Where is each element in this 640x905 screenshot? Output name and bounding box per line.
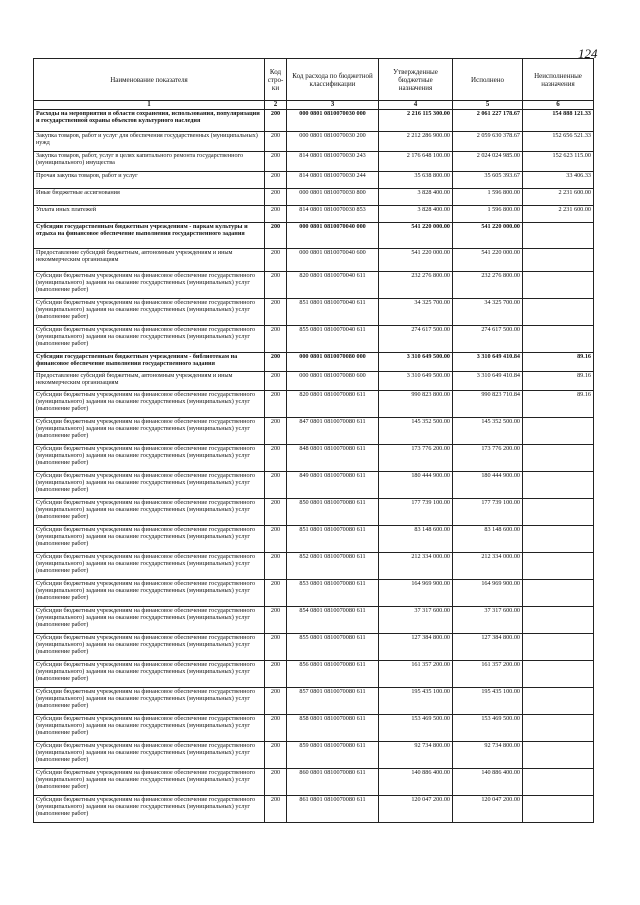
table-row (34, 634, 594, 661)
cell-unexecuted: 89.16 (523, 391, 594, 418)
cell-approved: 120 047 200.00 (379, 796, 453, 823)
cell-name: Субсидии бюджетным учреждениям на финансовое обеспечение государственного (муниципального) задания на оказание государственных (муниципальных) услуг (выполнение работ) (34, 742, 265, 769)
col-number: 6 (523, 101, 594, 110)
cell-approved: 232 276 800.00 (379, 272, 453, 299)
cell-unexecuted (523, 326, 594, 353)
cell-name: Субсидии бюджетным учреждениям на финансовое обеспечение государственного (муниципального) задания на оказание государственных (муниципальных) услуг (выполнение работ) (34, 299, 265, 326)
cell-unexecuted (523, 742, 594, 769)
cell-approved: 34 325 700.00 (379, 299, 453, 326)
header-approved: Утвержденные бюджетные назначения (379, 59, 453, 101)
table-row (34, 769, 594, 796)
cell-kbk: 857 0801 0810070080 611 (287, 688, 379, 715)
cell-code: 200 (265, 372, 287, 391)
cell-kbk: 848 0801 0810070080 611 (287, 445, 379, 472)
cell-executed: 161 357 200.00 (453, 661, 523, 688)
cell-code: 200 (265, 472, 287, 499)
cell-name: Закупка товаров, работ, услуг в целях капитального ремонта государственного (муниципального) имущества (34, 152, 265, 172)
cell-executed: 541 220 000.00 (453, 249, 523, 272)
cell-code: 200 (265, 796, 287, 823)
cell-executed: 173 776 200.00 (453, 445, 523, 472)
cell-code: 200 (265, 580, 287, 607)
cell-name: Субсидии бюджетным учреждениям на финансовое обеспечение государственного (муниципального) задания на оказание государственных (муниципальных) услуг (выполнение работ) (34, 715, 265, 742)
cell-unexecuted (523, 249, 594, 272)
header-executed: Исполнено (453, 59, 523, 101)
cell-executed: 83 148 600.00 (453, 526, 523, 553)
cell-name: Субсидии государственным бюджетным учреждениям - паркам культуры и отдыха на финансовое обеспечение выполнения государственного задания (34, 223, 265, 249)
cell-kbk: 850 0801 0810070080 611 (287, 499, 379, 526)
cell-name: Закупка товаров, работ и услуг для обеспечения государственных (муниципальных) нужд (34, 132, 265, 152)
cell-executed: 212 334 000.00 (453, 553, 523, 580)
cell-approved: 3 828 400.00 (379, 206, 453, 223)
cell-code: 200 (265, 715, 287, 742)
cell-approved: 212 334 000.00 (379, 553, 453, 580)
cell-code: 200 (265, 132, 287, 152)
cell-code: 200 (265, 223, 287, 249)
cell-unexecuted (523, 272, 594, 299)
header-name: Наименование показателя (34, 59, 265, 101)
table-row (34, 223, 594, 249)
cell-approved: 153 469 500.00 (379, 715, 453, 742)
cell-executed: 195 435 100.00 (453, 688, 523, 715)
cell-kbk: 000 0801 0810070040 000 (287, 223, 379, 249)
cell-code: 200 (265, 353, 287, 372)
cell-approved: 3 310 649 500.00 (379, 372, 453, 391)
cell-name: Субсидии бюджетным учреждениям на финансовое обеспечение государственного (муниципального) задания на оказание государственных (муниципальных) услуг (выполнение работ) (34, 634, 265, 661)
cell-kbk: 820 0801 0810070080 611 (287, 391, 379, 418)
cell-executed: 3 310 649 410.84 (453, 372, 523, 391)
cell-approved: 177 739 100.00 (379, 499, 453, 526)
cell-name: Субсидии бюджетным учреждениям на финансовое обеспечение государственного (муниципального) задания на оказание государственных (муниципальных) услуг (выполнение работ) (34, 688, 265, 715)
cell-approved: 3 310 649 500.00 (379, 353, 453, 372)
cell-code: 200 (265, 418, 287, 445)
cell-kbk: 859 0801 0810070080 611 (287, 742, 379, 769)
cell-code: 200 (265, 391, 287, 418)
cell-unexecuted (523, 769, 594, 796)
cell-approved: 83 148 600.00 (379, 526, 453, 553)
cell-executed: 177 739 100.00 (453, 499, 523, 526)
table-row (34, 580, 594, 607)
cell-unexecuted (523, 715, 594, 742)
cell-unexecuted (523, 223, 594, 249)
cell-executed: 180 444 900.00 (453, 472, 523, 499)
cell-approved: 2 212 286 900.00 (379, 132, 453, 152)
cell-name: Субсидии бюджетным учреждениям на финансовое обеспечение государственного (муниципального) задания на оказание государственных (муниципальных) услуг (выполнение работ) (34, 272, 265, 299)
cell-unexecuted (523, 472, 594, 499)
cell-name: Предоставление субсидий бюджетным, автономным учреждениям и иным некоммерческим организациям (34, 249, 265, 272)
col-number: 2 (265, 101, 287, 110)
cell-executed: 127 384 800.00 (453, 634, 523, 661)
cell-code: 200 (265, 634, 287, 661)
cell-code: 200 (265, 172, 287, 189)
column-number-row (34, 101, 594, 110)
table-row (34, 715, 594, 742)
cell-name: Субсидии бюджетным учреждениям на финансовое обеспечение государственного (муниципального) задания на оказание государственных (муниципальных) услуг (выполнение работ) (34, 418, 265, 445)
cell-kbk: 849 0801 0810070080 611 (287, 472, 379, 499)
cell-kbk: 000 0801 0810070030 200 (287, 132, 379, 152)
table-row (34, 553, 594, 580)
cell-approved: 990 823 800.00 (379, 391, 453, 418)
cell-kbk: 000 0801 0810070040 600 (287, 249, 379, 272)
cell-name: Субсидии бюджетным учреждениям на финансовое обеспечение государственного (муниципального) задания на оказание государственных (муниципальных) услуг (выполнение работ) (34, 499, 265, 526)
col-number: 5 (453, 101, 523, 110)
cell-approved: 195 435 100.00 (379, 688, 453, 715)
cell-code: 200 (265, 445, 287, 472)
table-row (34, 110, 594, 132)
cell-name: Субсидии бюджетным учреждениям на финансовое обеспечение государственного (муниципального) задания на оказание государственных (муниципальных) услуг (выполнение работ) (34, 580, 265, 607)
cell-unexecuted: 152 623 115.00 (523, 152, 594, 172)
table-row (34, 445, 594, 472)
col-number: 4 (379, 101, 453, 110)
table-row (34, 688, 594, 715)
budget-execution-table (33, 58, 594, 823)
cell-executed: 990 823 710.84 (453, 391, 523, 418)
cell-code: 200 (265, 249, 287, 272)
cell-code: 200 (265, 189, 287, 206)
table-row (34, 472, 594, 499)
cell-unexecuted: 2 231 600.00 (523, 189, 594, 206)
cell-executed: 153 469 500.00 (453, 715, 523, 742)
cell-unexecuted (523, 607, 594, 634)
cell-name: Субсидии бюджетным учреждениям на финансовое обеспечение государственного (муниципального) задания на оказание государственных (муниципальных) услуг (выполнение работ) (34, 796, 265, 823)
cell-kbk: 000 0801 0810070030 800 (287, 189, 379, 206)
table-row (34, 189, 594, 206)
table-row (34, 499, 594, 526)
cell-unexecuted (523, 499, 594, 526)
cell-executed: 145 352 500.00 (453, 418, 523, 445)
cell-kbk: 814 0801 0810070030 853 (287, 206, 379, 223)
cell-unexecuted: 152 656 521.33 (523, 132, 594, 152)
cell-kbk: 814 0801 0810070030 243 (287, 152, 379, 172)
cell-name: Иные бюджетные ассигнования (34, 189, 265, 206)
cell-approved: 541 220 000.00 (379, 223, 453, 249)
cell-code: 200 (265, 661, 287, 688)
cell-unexecuted (523, 553, 594, 580)
cell-kbk: 861 0801 0810070080 611 (287, 796, 379, 823)
cell-approved: 161 357 200.00 (379, 661, 453, 688)
cell-code: 200 (265, 769, 287, 796)
table-row (34, 353, 594, 372)
cell-executed: 140 886 400.00 (453, 769, 523, 796)
table-row (34, 299, 594, 326)
cell-kbk: 851 0801 0810070080 611 (287, 526, 379, 553)
table-row (34, 272, 594, 299)
table-row (34, 796, 594, 823)
cell-approved: 140 886 400.00 (379, 769, 453, 796)
cell-unexecuted: 89.16 (523, 353, 594, 372)
cell-unexecuted (523, 634, 594, 661)
table-row (34, 249, 594, 272)
cell-approved: 2 176 648 100.00 (379, 152, 453, 172)
table-row (34, 152, 594, 172)
cell-approved: 145 352 500.00 (379, 418, 453, 445)
cell-code: 200 (265, 688, 287, 715)
cell-kbk: 814 0801 0810070030 244 (287, 172, 379, 189)
cell-unexecuted (523, 580, 594, 607)
cell-code: 200 (265, 272, 287, 299)
cell-code: 200 (265, 152, 287, 172)
header-row (34, 59, 594, 101)
table-row (34, 742, 594, 769)
cell-executed: 274 617 500.00 (453, 326, 523, 353)
cell-approved: 180 444 900.00 (379, 472, 453, 499)
cell-approved: 92 734 800.00 (379, 742, 453, 769)
cell-executed: 2 059 630 378.67 (453, 132, 523, 152)
cell-name: Субсидии государственным бюджетным учреждениям - библиотекам на финансовое обеспечение выполнения государственного задания (34, 353, 265, 372)
cell-executed: 1 596 800.00 (453, 206, 523, 223)
cell-kbk: 855 0801 0810070040 611 (287, 326, 379, 353)
cell-executed: 3 310 649 410.84 (453, 353, 523, 372)
cell-approved: 274 617 500.00 (379, 326, 453, 353)
cell-approved: 37 317 600.00 (379, 607, 453, 634)
cell-code: 200 (265, 499, 287, 526)
cell-approved: 541 220 000.00 (379, 249, 453, 272)
table-row (34, 206, 594, 223)
cell-kbk: 000 0801 0810070030 000 (287, 110, 379, 132)
cell-approved: 173 776 200.00 (379, 445, 453, 472)
cell-kbk: 852 0801 0810070080 611 (287, 553, 379, 580)
cell-kbk: 820 0801 0810070040 611 (287, 272, 379, 299)
cell-kbk: 847 0801 0810070080 611 (287, 418, 379, 445)
cell-unexecuted: 89.16 (523, 372, 594, 391)
cell-code: 200 (265, 110, 287, 132)
col-number: 1 (34, 101, 265, 110)
cell-code: 200 (265, 742, 287, 769)
cell-unexecuted (523, 299, 594, 326)
table-row (34, 132, 594, 152)
cell-code: 200 (265, 526, 287, 553)
cell-name: Субсидии бюджетным учреждениям на финансовое обеспечение государственного (муниципального) задания на оказание государственных (муниципальных) услуг (выполнение работ) (34, 769, 265, 796)
cell-executed: 541 220 000.00 (453, 223, 523, 249)
cell-kbk: 856 0801 0810070080 611 (287, 661, 379, 688)
cell-executed: 35 605 393.67 (453, 172, 523, 189)
table-row (34, 172, 594, 189)
cell-kbk: 860 0801 0810070080 611 (287, 769, 379, 796)
cell-unexecuted (523, 661, 594, 688)
cell-executed: 164 969 900.00 (453, 580, 523, 607)
cell-unexecuted (523, 445, 594, 472)
cell-approved: 35 638 800.00 (379, 172, 453, 189)
table-row (34, 661, 594, 688)
cell-name: Субсидии бюджетным учреждениям на финансовое обеспечение государственного (муниципального) задания на оказание государственных (муниципальных) услуг (выполнение работ) (34, 661, 265, 688)
cell-name: Субсидии бюджетным учреждениям на финансовое обеспечение государственного (муниципального) задания на оказание государственных (муниципальных) услуг (выполнение работ) (34, 553, 265, 580)
cell-unexecuted (523, 418, 594, 445)
header-kbk: Код расхода по бюджетной классификации (287, 59, 379, 101)
header-code: Код стро-ки (265, 59, 287, 101)
cell-kbk: 851 0801 0810070040 611 (287, 299, 379, 326)
cell-executed: 1 596 800.00 (453, 189, 523, 206)
cell-name: Субсидии бюджетным учреждениям на финансовое обеспечение государственного (муниципального) задания на оказание государственных (муниципальных) услуг (выполнение работ) (34, 445, 265, 472)
table-row (34, 418, 594, 445)
cell-unexecuted (523, 796, 594, 823)
cell-name: Уплата иных платежей (34, 206, 265, 223)
cell-code: 200 (265, 326, 287, 353)
cell-name: Субсидии бюджетным учреждениям на финансовое обеспечение государственного (муниципального) задания на оказание государственных (муниципальных) услуг (выполнение работ) (34, 607, 265, 634)
cell-kbk: 855 0801 0810070080 611 (287, 634, 379, 661)
cell-executed: 120 047 200.00 (453, 796, 523, 823)
cell-kbk: 000 0801 0810070080 600 (287, 372, 379, 391)
cell-kbk: 853 0801 0810070080 611 (287, 580, 379, 607)
col-number: 3 (287, 101, 379, 110)
cell-code: 200 (265, 607, 287, 634)
cell-approved: 127 384 800.00 (379, 634, 453, 661)
cell-kbk: 858 0801 0810070080 611 (287, 715, 379, 742)
table-body (34, 110, 594, 823)
cell-name: Расходы на мероприятия в области сохранения, использования, популяризации и государственной охраны объектов культурного наследия (34, 110, 265, 132)
cell-unexecuted: 154 888 121.33 (523, 110, 594, 132)
cell-name: Субсидии бюджетным учреждениям на финансовое обеспечение государственного (муниципального) задания на оказание государственных (муниципальных) услуг (выполнение работ) (34, 526, 265, 553)
cell-kbk: 000 0801 0810070080 000 (287, 353, 379, 372)
cell-approved: 2 216 115 300.00 (379, 110, 453, 132)
cell-name: Субсидии бюджетным учреждениям на финансовое обеспечение государственного (муниципального) задания на оказание государственных (муниципальных) услуг (выполнение работ) (34, 472, 265, 499)
page-number: 124 (578, 46, 598, 61)
cell-name: Прочая закупка товаров, работ и услуг (34, 172, 265, 189)
cell-code: 200 (265, 206, 287, 223)
cell-unexecuted (523, 688, 594, 715)
cell-executed: 232 276 800.00 (453, 272, 523, 299)
header-unexecuted: Неисполненные назначения (523, 59, 594, 101)
cell-unexecuted: 33 406.33 (523, 172, 594, 189)
cell-approved: 3 828 400.00 (379, 189, 453, 206)
cell-executed: 34 325 700.00 (453, 299, 523, 326)
cell-executed: 2 061 227 178.67 (453, 110, 523, 132)
cell-executed: 2 024 024 985.00 (453, 152, 523, 172)
table-row (34, 607, 594, 634)
cell-executed: 37 317 600.00 (453, 607, 523, 634)
cell-name: Предоставление субсидий бюджетным, автономным учреждениям и иным некоммерческим организациям (34, 372, 265, 391)
table-row (34, 326, 594, 353)
cell-name: Субсидии бюджетным учреждениям на финансовое обеспечение государственного (муниципального) задания на оказание государственных (муниципальных) услуг (выполнение работ) (34, 326, 265, 353)
cell-code: 200 (265, 299, 287, 326)
cell-code: 200 (265, 553, 287, 580)
cell-approved: 164 969 900.00 (379, 580, 453, 607)
cell-name: Субсидии бюджетным учреждениям на финансовое обеспечение государственного (муниципального) задания на оказание государственных (муниципальных) услуг (выполнение работ) (34, 391, 265, 418)
cell-unexecuted (523, 526, 594, 553)
table-row (34, 372, 594, 391)
cell-unexecuted: 2 231 600.00 (523, 206, 594, 223)
table-row (34, 391, 594, 418)
cell-kbk: 854 0801 0810070080 611 (287, 607, 379, 634)
cell-executed: 92 734 800.00 (453, 742, 523, 769)
table-row (34, 526, 594, 553)
